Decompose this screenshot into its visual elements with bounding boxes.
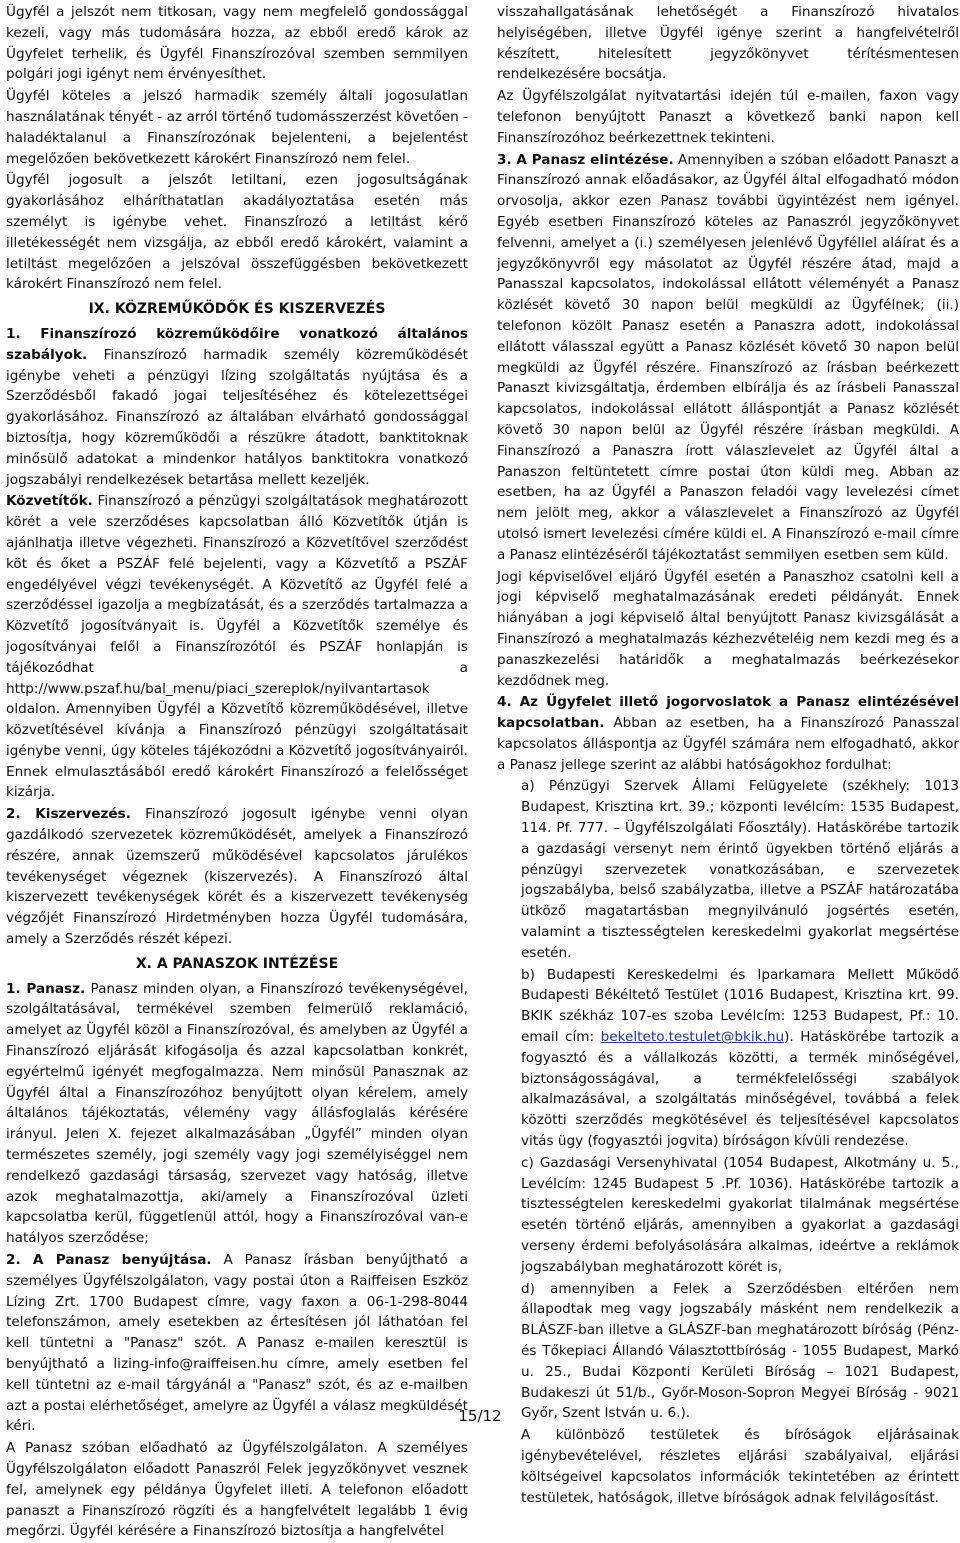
paragraph: visszahallgatásának lehetőségét a Finanszírozó hivatalos helyiségében, illetve Ügyfél igénye szerint a hangfelvételről készített, hitelesített jegyzőkönyvet térítésmentesen rendelkezésére bocsátja. <box>497 4 959 83</box>
subsection-text: Abban az esetben, ha a Finanszírozó Panasszal kapcsolatos álláspontja az Ügyfél számára nem elfogadható, akkor a Panasz jellege szerint az alábbi hatóságokhoz fordulhat: <box>497 715 959 773</box>
list-item-text: ). Hatáskörébe tartozik a fogyasztó és a vállalkozás közötti, a termék minőségével, biztonságosságával, a termékfelelősségi szabályok alkalmazásával, a szolgáltatás minőségével, továbbá a felek közötti szerződés megkötésével és teljesítésével kapcsolatos vitás ügy (fogyasztói jogvita) bíróságon kívüli rendezése. <box>521 1029 959 1150</box>
paragraph: Ügyfél a jelszót nem titkosan, vagy nem megfelelő gondossággal kezeli, vagy más tudomására hozza, az ebből eredő károk az Ügyfelet terhelik, és Ügyfél Finanszírozóval szemben semmilyen polgári jogi igényt nem érvényesíthet. <box>6 4 468 83</box>
subsection-text: A Panasz írásban benyújtható a személyes Ügyfélszolgálaton, vagy postai úton a Raiffeisen Eszköz Lízing Zrt. 1700 Budapest címre, vagy faxon a 06-1-298-8044 telefonszámon, amely esetekben az értesítésen jól láthatóan fel kell tüntetni a "Panasz" szót. A Panasz e-mailen keresztül is benyújtható a lizing-info@raiffeisen.hu címre, amely esetben fel kell tüntetni az e-mail tárgyánál a "Panasz" szót, és az e-mailben azt a postai elérhetőséget, amelyre az Ügyfél a válasz megküldését kéri. <box>6 1252 468 1435</box>
subsection-text: Finanszírozó jogosult igénybe venni olyan gazdálkodó szervezetek közreműködését, amelyek a Finanszírozó részére, annak üzemszerű működésével kapcsolatos járulékos tevékenységet végeznek (kiszervezés). A Finanszírozó által kiszervezett tevékenységek körét és a kiszervezett tevékenység végzőjét Finanszírozó Hirdetményben hozza Ügyfél tudomására, amely a Szerződés részét képezi. <box>6 806 468 948</box>
subsection-title: 4. Az Ügyfelet illető jogorvoslatok a Panasz elintézésével kapcsolatban. <box>497 694 959 732</box>
paragraph <box>497 150 959 566</box>
subsection-title: 1. Finanszírozó közreműködőire vonatkozó általános szabályok. <box>6 325 468 363</box>
subsection-text: Finanszírozó a pénzügyi szolgáltatások meghatározott körét a vele szerződéses kapcsolatban álló Közvetítők útján is ajánlhatja illetve végezheti. Finanszírozó a Közvetítővel szerződést köt és őket a PSZÁF felé bejelenti, vagy a Közvetítő a PSZÁF engedélyével végzi tevékenységét. A Közvetítő az Ügyfél felé a szerződéssel igazolja a megbízatását, és a szerződés tartalmazza a Közvetítő jogosítványait is. Ügyfél a Közvetítők személye és jogosítványai felől a Finanszírozótól és PSZÁF honlapján is tájékozódhat a http://www.pszaf.hu/bal_menu/piaci_szereplok/nyilvantartasok oldalon. Amennyiben Ügyfél a Közvetítő közreműködésével, illetve közvetítésével kívánja a Finanszírozó pénzügyi szolgáltatásait igénybe venni, úgy köteles tájékozódni a Közvetítő jogosítványairól. Ennek elmulasztásából eredő károkért Finanszírozó a felelősséget kizárja. <box>6 493 468 801</box>
list-item-text: b) Budapesti Kereskedelmi és Iparkamara Mellett Működő Budapesti Békéltető Testület (1016 Budapest, Krisztina krt. 99. BKIK székház 107-es szoba Levélcím: 1253 Budapest, Pf.: 10. email cím: <box>521 966 959 1046</box>
paragraph <box>6 491 468 803</box>
subsection-title: 2. Kiszervezés. <box>6 806 131 823</box>
list-item-d: d) amennyiben a Felek a Szerződésben eltérően nem állapodtak meg vagy jogszabály másként nem rendelkezik a BLÁSZF-ban illetve a GLÁSZF-ban meghatározott bíróság (Pénz- és Tőkepiaci Állandó Választottbíróság - 1055 Budapest, Markó u. 25., Budai Központi Kerületi Bíróság – 1021 Budapest, Budakeszi út 51/b., Győr-Moson-Sopron Megyei Bíróság - 9021 Győr, Szent István u. 6.). <box>521 1280 959 1422</box>
subsection-text: Amennyiben a szóban előadott Panaszt a Finanszírozó annak előadásakor, az Ügyfél által elfogadható módon orvosolja, akkor ezen Panasz további ügyintézést nem igényel. Egyéb esetben Finanszírozó köteles az Panaszról jegyzőkönyvet felvenni, amelyet a (i.) személyesen jelenlévő Ügyféllel aláírat és a jegyzőkönyvről egy másolatot az Ügyfél részére átad, majd a Panasszal kapcsolatos, indokolással ellátott véleményét a Panasz közlését követő 30 napon belül megküldi az Ügyfélnek; (ii.) telefonon közölt Panasz esetén a Panaszra adott, indokolással ellátott válasszal együtt a Panasz közlését követő 30 napon belül megküldi az Ügyfél részére. Finanszírozó az írásban beérkezett Panaszt kivizsgáltatja, érdemben elbírálja és az írásbeli Panasszal kapcsolatos, indokolással ellátott álláspontját a Panasz közlését követő 30 napon belül az Ügyfél részére írásban megküldi. A Finanszírozó a Panaszra írott válaszlevelet az Ügyfél által a Panaszon feltüntetett címre postai úton küldi meg. Abban az esetben, ha az Ügyfél a Panaszon feladói vagy levelezési címet nem jelölt meg, akkor a válaszlevelet a Finanszírozó az Ügyfél utolsó ismert levelezési címére küldi el. A Finanszírozó e-mail címre a Panasz elintézéséről tájékoztatást semmilyen esetben sem küld. <box>497 151 959 563</box>
paragraph: A Panasz szóban előadható az Ügyfélszolgálaton. A személyes Ügyfélszolgálaton előadott Panaszról Felek jegyzőkönyvet vesznek fel, amelynek egy példánya Ügyfelet illeti. A telefonon előadott panaszt a Finanszírozó rögzíti és a hangfelvételt legalább 1 évig megőrzi. Ügyfél kérésére a Finanszírozó biztosítja a hangfelvétel <box>6 1440 468 1540</box>
subsection-title: 1. Panasz. <box>6 980 86 997</box>
list-item-a: a) Pénzügyi Szervek Állami Felügyelete (székhely: 1013 Budapest, Krisztina krt. 39.; központi levélcím: 1535 Budapest, 114. Pf. 777. – Ügyfélszolgálati Főosztály). Hatáskörébe tartozik a gazdasági versenyt nem érintő ügyekben történő eljárás a pénzügyi szervezetek vonatkozásában, e szervezetek jogszabályba, belső szabályzatba, illetve a PSZÁF határozatába ütköző magatartásban megnyilvánuló jogsértés esetén, valamint a tisztességtelen kereskedelmi gyakorlat megsértése esetén. <box>521 778 959 961</box>
paragraph: Jogi képviselővel eljáró Ügyfél esetén a Panaszhoz csatolni kell a jogi képviselő meghatalmazásának eredeti példányát. Ennek hiányában a jogi képviselő által benyújtott Panasz kivizsgálását a Finanszírozó a meghatalmazás kézhezvételéig nem kezdi meg és a panaszkezelési határidők a meghatalmazás beérkezésekor kezdődnek meg. <box>497 568 959 689</box>
subsection-text: Finanszírozó harmadik személy közreműködését igénybe veheti a pénzügyi lízing szolgáltatás nyújtása és a Szerződésből fakadó jogai teljesítéséhez és kötelezettségei gyakorlásához. Finanszírozó az általában elvárható gondossággal biztosítja, hogy közreműködői a részükre átadott, banktitoknak minősülő adatokat a mindenkor hatályos banktitokra vonatkozó jogszabályi rendelkezések betartása mellett kezeljék. <box>6 346 468 488</box>
subsection-title: Közvetítők. <box>6 493 93 510</box>
paragraph: Az Ügyfélszolgálat nyitvatartási idején túl e-mailen, faxon vagy telefonon benyújtott Panaszt a következő banki napon kell Finanszírozóhoz beérkezettnek tekinteni. <box>497 88 959 146</box>
right-column <box>497 2 959 1509</box>
page-number: 15/12 <box>458 1407 502 1425</box>
section-heading-x: X. A PANASZOK INTÉZÉSE <box>135 955 339 972</box>
email-link[interactable]: bekelteto.testulet@bkik.hu <box>600 1029 785 1046</box>
paragraph: Ügyfél köteles a jelszó harmadik személy általi jogosulatlan használatának tényét - az arról történő tudomásszerzést követően - haladéktalanul a Finanszírozónak bejelenteni, a bejelentést megelőzően bekövetkezett károkért Finanszírozó nem felel. <box>6 88 468 167</box>
paragraph: A különböző testületek és bíróságok eljárásainak igénybevételével, részletes eljárási szabályaival, eljárási költségeivel kapcsolatos információk tekintetében az érintett testületek, hatóságok, illetve bíróságok adnak felvilágosítást. <box>521 1427 959 1506</box>
section-heading-ix: IX. KÖZREMŰKÖDŐK ÉS KISZERVEZÉS <box>88 301 386 318</box>
list-item-b <box>497 965 959 1152</box>
paragraph <box>6 804 468 950</box>
paragraph <box>6 979 468 1249</box>
subsection-title: 3. A Panasz elintézése. <box>497 151 674 168</box>
subsection-title: 2. A Panasz benyújtása. <box>6 1252 212 1269</box>
subsection-text: Panasz minden olyan, a Finanszírozó tevékenységével, szolgáltatásával, termékével szemben felmerülő reklamáció, amelyet az Ügyfél közöl a Finanszírozóval, és amelyben az Ügyfél a Finanszírozó eljárását kifogásolja és azzal kapcsolatban konkrét, egyértelmű igényét megfogalmazza. Nem minősül Panasznak az Ügyfél által a Finanszírozóhoz benyújtott olyan kérelem, amely általános tájékoztatás, vélemény vagy állásfoglalás kérésére irányul. Jelen X. fejezet alkalmazásában „Ügyfél” minden olyan természetes személy, jogi személy vagy jogi személyiséggel nem rendelkező gazdasági társaság, szervezet vagy hatóság, illetve azok meghatalmazottja, aki/amely a Finanszírozóval üzleti kapcsolatba kerül, függetlenül attól, hogy a Finanszírozóval van-e hatályos szerződése; <box>6 980 468 1247</box>
list-item-c: c) Gazdasági Versenyhivatal (1054 Budapest, Alkotmány u. 5., Levélcím: 1245 Budapest 5 .Pf. 1036). Hatáskörébe tartozik a tisztességtelen kereskedelmi gyakorlat tilalmának megsértése esetén történő eljárás, amennyiben a gyakorlat a gazdasági verseny érdemi befolyásolására alkalmas, ideértve a reklámok jogszabályban meghatározott körét is, <box>521 1154 959 1275</box>
paragraph: Ügyfél jogosult a jelszót letiltani, ezen jogosultságának gyakorlásához elháríthatatlan akadályoztatása esetén más személyt is igénybe vehet. Finanszírozó a letiltást kérő illetékességét nem vizsgálja, az ebből eredő károkért, valamint a letiltást megelőzően a jelszóval összefüggésben bekövetkezett károkért Finanszírozó nem felel. <box>6 172 468 293</box>
paragraph <box>497 692 959 775</box>
paragraph <box>6 324 468 490</box>
left-column <box>6 2 468 1543</box>
